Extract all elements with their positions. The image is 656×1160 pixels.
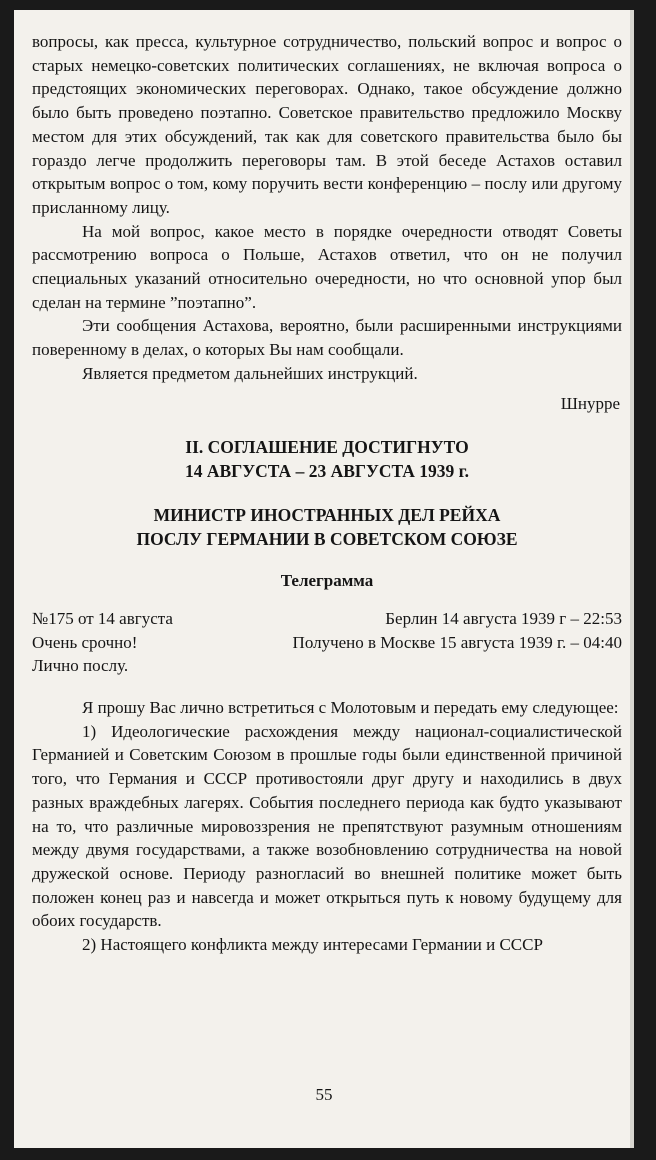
section-heading-line-1: II. СОГЛАШЕНИЕ ДОСТИГНУТО [185,437,469,458]
paragraph-3: Эти сообщения Астахова, вероятно, были расширенными инструкциями поверенному в делах, о которых Вы нам сообщали. [32,316,622,360]
telegram-urgency: Очень срочно! [32,632,138,652]
addressee-heading [32,503,622,551]
telegram-label: Телеграмма [280,571,374,591]
telegram-meta [32,607,622,678]
page-text [32,30,622,957]
signature: Шнурре [560,393,620,413]
section-heading [32,435,622,483]
meta-row-3 [32,654,622,678]
page-number: 55 [315,1085,333,1104]
point-2: 2) Настоящего конфликта между интересами Германии и СССР [82,935,543,955]
salutation: Я прошу Вас лично встретиться с Молотовым и передать ему следующее: [82,698,619,718]
telegram-received: Получено в Москве 15 августа 1939 г. – 04:40 [292,632,622,652]
paragraph-2: На мой вопрос, какое место в порядке очередности отводят Советы рассмотрению вопроса о Польше, Астахов ответил, что он не получил специальных указаний относительно очередности, но что основной упор был сделан на термине ”поэтапно”. [32,221,622,312]
meta-row-2 [32,631,622,655]
telegram-number: №175 от 14 августа [32,608,173,628]
book-page [14,10,634,1148]
point-1: 1) Идеологические расхождения между национал-социалистической Германией и Советским Союзом в прошлые годы были единственной причиной того, что Германия и СССР противостояли друг другу и находились в двух разных враждебных лагерях. События последнего периода как будто указывают на то, что различные мировоззрения не препятствуют разумным отношениям между двумя государствами, а также возобновлению сотрудничества на новой дружеской основе. Периоду разногласий во внешней политике может быть положен конец раз и навсегда и может открыться путь к новому будущему для обоих государств. [32,721,622,931]
addressee-line-2: ПОСЛУ ГЕРМАНИИ В СОВЕТСКОМ СОЮЗЕ [136,529,518,550]
meta-row-1 [32,607,622,631]
addressee-line-1: МИНИСТР ИНОСТРАННЫХ ДЕЛ РЕЙХА [153,505,501,526]
paragraph-1: вопросы, как пресса, культурное сотрудничество, польский вопрос и вопрос о старых немецко-советских политических соглашениях, не включая вопроса о предстоящих экономических переговорах. Однако, такое обсуждение должно было быть проведено поэтапно. Советское правительство предложило Москву местом для этих обсуждений, так как для советского правительства было бы гораздо легче продолжить переговоры там. В этой беседе Астахов оставил открытым вопрос о том, кому поручить вести конференцию – послу или другому присланному лицу. [32,32,622,217]
paragraph-4: Является предметом дальнейших инструкций. [82,363,418,383]
telegram-sent: Берлин 14 августа 1939 г – 22:53 [385,608,622,628]
telegram-personal: Лично послу. [32,656,129,676]
section-heading-line-2: 14 АВГУСТА – 23 АВГУСТА 1939 г. [184,461,470,482]
